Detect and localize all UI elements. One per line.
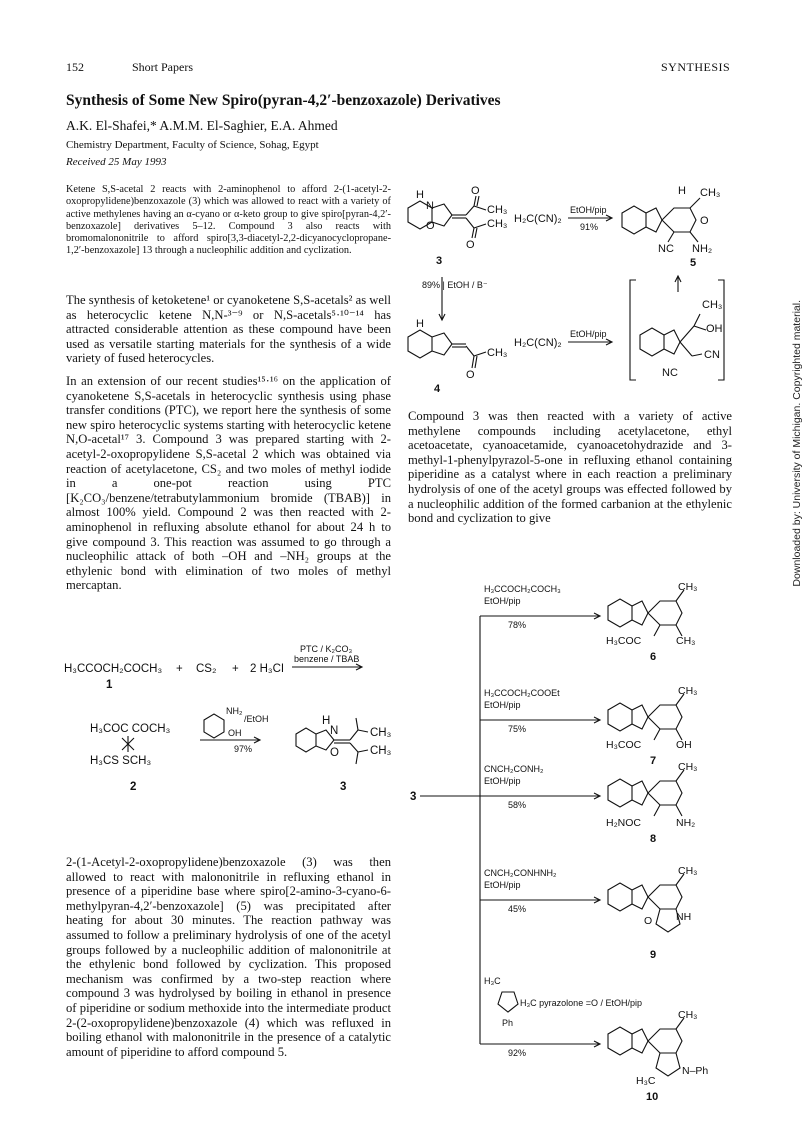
methyl-7: CH₃ (678, 685, 698, 697)
journal-name: SYNTHESIS (661, 60, 731, 74)
yield-10: 92% (508, 1048, 527, 1058)
product-9-label: 9 (650, 949, 657, 961)
product-10-label: 10 (646, 1091, 659, 1103)
methyl-a: CH₃ (487, 204, 508, 216)
acetylacetone: H₃CCOCH₂COCH₃ (64, 663, 163, 675)
yield-8: 58% (508, 800, 527, 810)
reagent-8: CNCH₂CONH₂ (484, 764, 544, 774)
sub1-7: H₃COC (606, 739, 642, 751)
synthesis-paragraph: In an extension of our recent studies¹⁵·¹⁶ on the application of cyanoketene S,S-acetals in heterocyclic synthesis using phase transfer conditions (PTC), we report here the synthesis of some new spiro heterocyclic systems starting with heterocyclic ketene N,O-acetal¹⁷ 3. Compound 3 was prepared starting with 2-acetyl-2-oxopropylidene S,S-acetal 2 which was obtained via reaction of acetylacetone, CS₂ and two moles of methyl iodide in a one-pot reaction using PTC [K₂CO₃/benzene/tetrabutylammonium bromide (TBAB)] in almost 100% yield. Compound 2 was then reacted with 2-aminophenol in refluxing absolute ethanol for about 24 h to give compound 3. This reaction was assumed to go through a nucleophilic attack of both –OH and –NH₂ groups at the ethylenic bond with elimination of two moles of methyl mercaptan. (66, 374, 391, 593)
right-paragraph: Compound 3 was then reacted with a variety of active methylene compounds including acetylacetone, ethyl acetoacetate, cyanoacetamide, cyanoacetohydrazide and 3-methyl-1-phenylpyrazol-5-one in refluxing ethanol containing piperidine as a catalyst where in each reaction a preliminary hydrolysis of one of the acetyl groups was effected followed by a nucleophilic addition of the formed carbanion at the ethylenic bond and cyclization to give (408, 409, 732, 526)
atom-o-s2: O (330, 747, 339, 759)
phenyl-10: Ph (502, 1018, 514, 1028)
atom-n-s2: N (330, 725, 339, 737)
reagent-10: H₃C pyrazolone =O / EtOH/pip (520, 998, 642, 1008)
yield-6: 78% (508, 620, 527, 630)
start-compound: 3 (410, 791, 417, 803)
sub2-6: CH₃ (676, 635, 696, 647)
atom-o-5: O (700, 215, 709, 227)
malononitrile: H₂C(CN)₂ (514, 213, 562, 225)
product-7-structure (608, 694, 684, 740)
product-7-label: 7 (650, 755, 657, 767)
pyrazolone-ring (498, 992, 518, 1012)
hydrolysis-conditions: 89% | EtOH / B⁻ (422, 280, 488, 290)
conditions-2: EtOH/pip (570, 329, 607, 339)
pyrazolone-methyl: H₃C (484, 976, 501, 986)
scheme-2 (60, 640, 395, 805)
methyl-4: CH₃ (487, 347, 508, 359)
sub1-10: H₃C (636, 1075, 656, 1087)
cyano-int: CN (704, 349, 720, 361)
atom-h-s2: H (322, 715, 331, 727)
methyl-iodide: 2 H₃CI (250, 663, 285, 675)
aminophenol-nh2: NH₂ (226, 706, 243, 716)
compound-5-label: 5 (690, 257, 697, 269)
compound-2-label: 2 (130, 781, 137, 793)
compound-4-label: 4 (434, 383, 441, 395)
carbon-disulfide: CS₂ (196, 663, 217, 675)
received-date: Received 25 May 1993 (66, 156, 167, 168)
nitrile-5: NC (658, 243, 674, 255)
yield-1: 91% (580, 222, 599, 232)
cond-8: EtOH/pip (484, 776, 521, 786)
page-number: 152 (66, 60, 84, 74)
solvent-conditions: benzene / TBAB (294, 654, 360, 664)
compound-3-label-s2: 3 (340, 781, 347, 793)
atom-o: O (426, 220, 435, 232)
product-10-structure (608, 1018, 684, 1076)
cond-9: EtOH/pip (484, 880, 521, 890)
authors: A.K. El-Shafei,* A.M.M. El-Saghier, E.A. Ahmed (66, 118, 338, 133)
amino-5: NH₂ (692, 243, 713, 255)
reagent-9: CNCH₂CONHNH₂ (484, 868, 557, 878)
methyl-9: CH₃ (678, 865, 698, 877)
yield-9: 45% (508, 904, 527, 914)
compound-3-label: 3 (436, 255, 443, 267)
mechanism-paragraph: 2-(1-Acetyl-2-oxopropylidene)benzoxazole (3) was then allowed to react with malononitrile in refluxing ethanol in presence of a piperidine base where spiro[2-amino-3-cyano-6-methylpyran-4,2′-benzoxazole] (5) was precipitated after heating for about 30 minutes. The reaction pathway was assumed to follow a preliminary hydrolysis of one of the acetyl groups followed by a nucleophilic addition of malononitrile at the ethylenic bond followed by cyclization. This proposed mechanism was confirmed by a two-step reaction where compound 3 was hydrolysed by boiling in ethanol in presence of piperidine or sodium methoxide into the intermediate product 2-(2-oxopropylidene)benzoxazole (4) which was refluxed in boiling ethanol with malononitrile in the presence of a catalytic amount of piperidine to afford compound 5. (66, 855, 391, 1059)
yield-7: 75% (508, 724, 527, 734)
yield-97: 97% (234, 744, 253, 754)
reagent-7: H₃CCOCH₂COOEt (484, 688, 560, 698)
abstract: Ketene S,S-acetal 2 reacts with 2-aminophenol to afford 2-(1-acetyl-2-oxopropylidene)benzoxazole (3) which was allowed to react with a variety of active methylenes having an α-cyano or α-keto group to give spiro[pyran-4,2′-benzoxazole] derivatives 5–12. Compound 3 also reacts with bromomalononitrile to afford spiro[3,3-diacetyl-2,2-dicyanocyclopropane-1,2′-benzoxazole] 13 through a nucleophilic addition and cyclization. (66, 184, 391, 257)
atom-h-4: H (416, 318, 424, 330)
reagent-6: H₃CCOCH₂COCH₃ (484, 584, 561, 594)
product-8-label: 8 (650, 833, 657, 845)
article-title: Synthesis of Some New Spiro(pyran-4,2′-benzoxazole) Derivatives (66, 92, 501, 109)
nitrile-int: NC (662, 367, 678, 379)
methyl-10: CH₃ (678, 1009, 698, 1021)
plus-1: + (176, 663, 183, 675)
methyl-5: CH₃ (700, 187, 721, 199)
atom-o-4: O (466, 369, 475, 381)
compound-1-label: 1 (106, 679, 113, 691)
ptc-conditions: PTC / K₂CO₃ (300, 644, 353, 654)
atom-h: H (416, 189, 424, 201)
atom-o-top: O (471, 185, 480, 197)
methyl-b: CH₃ (487, 218, 508, 230)
download-notice: Downloaded by: University of Michigan. Copyrighted material. (791, 300, 803, 587)
plus-2: + (232, 663, 239, 675)
product-6-structure (608, 590, 684, 636)
acetal-top: H₃COC COCH₃ (90, 723, 171, 735)
sub2-8: NH₂ (676, 817, 696, 829)
sub2-10: N–Ph (682, 1065, 709, 1077)
methyl-6: CH₃ (678, 581, 698, 593)
scheme-1 (400, 180, 735, 395)
scheme-3 (410, 580, 735, 1105)
ethanol-solvent: /EtOH (244, 714, 269, 724)
cond-7: EtOH/pip (484, 700, 521, 710)
methyl-int: CH₃ (702, 299, 723, 311)
hydroxy-int: OH (706, 323, 723, 335)
product-6-label: 6 (650, 651, 657, 663)
sub1-6: H₃COC (606, 635, 642, 647)
methyl-s2b: CH₃ (370, 745, 392, 757)
atom-n: N (426, 200, 434, 212)
sub1-9: NH (676, 911, 692, 923)
sub2-7: OH (676, 739, 692, 751)
intro-paragraph: The synthesis of ketoketene¹ or cyanoketene S,S-acetals² as well as heterocyclic ketene N,N-³⁻⁹ or N,S-acetals⁵·¹⁰⁻¹⁴ has attracted considerable attention as these compound have been used as versatile starting materials for the synthesis of a wide variety of fused heterocycles. (66, 293, 391, 366)
cond-6: EtOH/pip (484, 596, 521, 606)
atom-o-bottom: O (466, 239, 475, 251)
methyl-8: CH₃ (678, 761, 698, 773)
sub1-8: H₂NOC (606, 817, 641, 829)
conditions-1: EtOH/pip (570, 205, 607, 215)
aminophenol-oh: OH (228, 728, 242, 738)
running-section: Short Papers (132, 60, 193, 74)
malononitrile-2: H₂C(CN)₂ (514, 337, 562, 349)
acetal-bottom: H₃CS SCH₃ (90, 755, 152, 767)
affiliation: Chemistry Department, Faculty of Science, Sohag, Egypt (66, 139, 319, 151)
sub2-9: O (644, 915, 653, 927)
product-8-structure (608, 770, 684, 816)
methyl-s2a: CH₃ (370, 727, 392, 739)
atom-h-5: H (678, 185, 686, 197)
